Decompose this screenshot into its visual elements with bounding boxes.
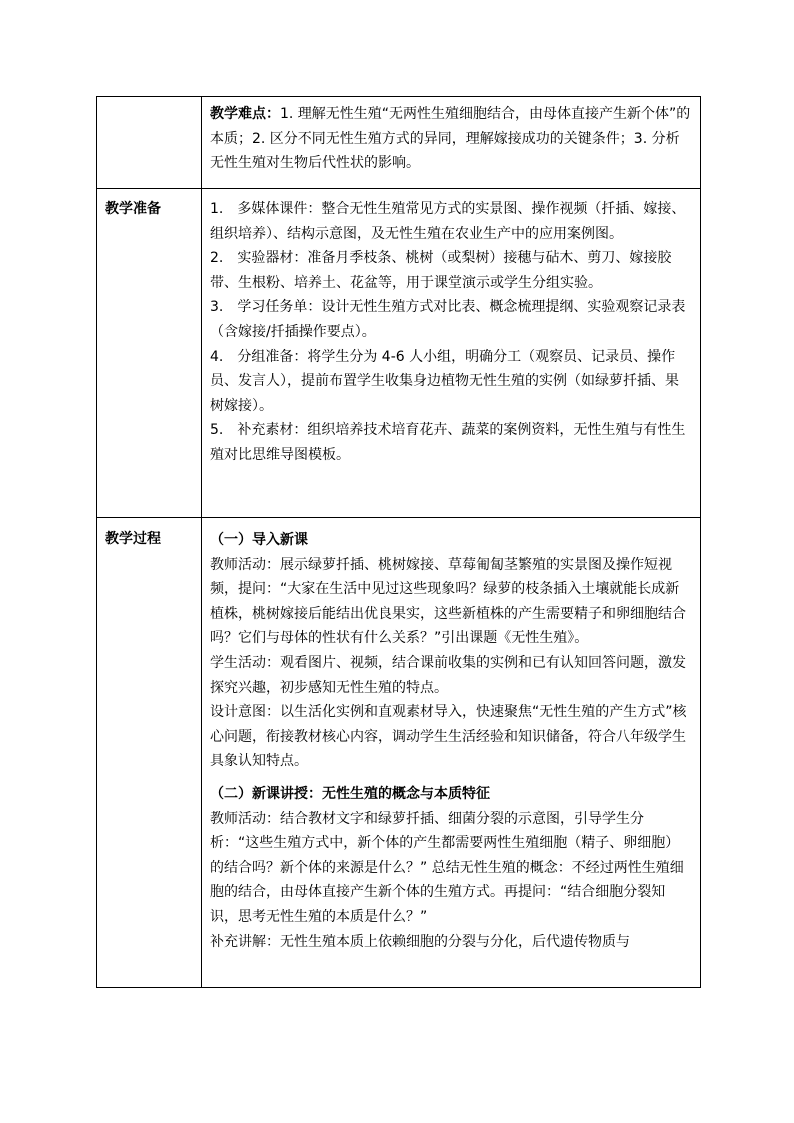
teacher-activity: 教师活动：展示绿萝扦插、桃树嫁接、草莓匍匐茎繁殖的实景图及操作短视频，提问：“大家在生活中见过这些现象吗？绿萝的枝条插入土壤就能长成新植株，桃树嫁接后能结出优良果实，这些新植株的产生需要精子和卵细胞结合吗？它们与母体的性状有什么关系？”引出课题《无性生殖》。 <box>210 556 686 647</box>
section-title: （二）新课讲授：无性生殖的概念与本质特征 <box>210 785 490 802</box>
section-title: （一）导入新课 <box>210 532 308 548</box>
label-cell <box>97 189 202 518</box>
row-label: 教学过程 <box>105 531 161 547</box>
prep-item-3: 3. 学习任务单：设计无性生殖方式对比表、概念梳理提纲、实验观察记录表（含嫁接/扦插操作要点）。 <box>210 299 686 340</box>
content-cell <box>202 518 701 988</box>
row-teaching-preparation <box>97 189 701 518</box>
teacher-activity: 教师活动：结合教材文字和绿萝扦插、细菌分裂的示意图，引导学生分析：“这些生殖方式中，新个体的产生都需要两性生殖细胞（精子、卵细胞）的结合吗？新个体的来源是什么？” 总结无性生殖的概念：不经过两性生殖细胞的结合，由母体直接产生新个体的生殖方式。再提问：“结合细胞分裂知识，思考无性生殖的本质是什么？” <box>210 810 684 925</box>
label-cell <box>97 518 202 988</box>
difficulty-heading: 教学难点： <box>210 106 280 122</box>
label-cell <box>97 97 202 189</box>
row-teaching-process <box>97 518 701 988</box>
student-activity: 学生活动：观看图片、视频，结合课前收集的实例和已有认知回答问题，激发探究兴趣，初步感知无性生殖的特点。 <box>210 654 686 696</box>
row-label <box>97 97 201 106</box>
prep-item-5: 5. 补充素材：组织培养技术培育花卉、蔬菜的案例资料，无性生殖与有性生殖对比思维导图模板。 <box>210 422 686 463</box>
row-teaching-difficulty <box>97 97 701 189</box>
lesson-plan-table <box>96 96 701 988</box>
content-cell <box>202 97 701 189</box>
row-label: 教学准备 <box>105 201 161 217</box>
difficulty-text: 1. 理解无性生殖“无两性生殖细胞结合，由母体直接产生新个体”的本质；2. 区分不同无性生殖方式的异同，理解嫁接成功的关键条件；3. 分析无性生殖对生物后代性状的影响。 <box>210 106 691 172</box>
prep-item-2: 2. 实验器材：准备月季枝条、桃树（或梨树）接穗与砧木、剪刀、嫁接胶带、生根粉、培养土、花盆等，用于课堂演示或学生分组实验。 <box>210 250 672 291</box>
design-intent: 设计意图：以生活化实例和直观素材导入，快速聚焦“无性生殖的产生方式”核心问题，衔接教材核心内容，调动学生生活经验和知识储备，符合八年级学生具象认知特点。 <box>210 704 687 770</box>
prep-item-1: 1. 多媒体课件：整合无性生殖常见方式的实景图、操作视频（扦插、嫁接、组织培养）、结构示意图，及无性生殖在农业生产中的应用案例图。 <box>210 201 686 242</box>
prep-item-4: 4. 分组准备：将学生分为 4-6 人小组，明确分工（观察员、记录员、操作员、发言人），提前布置学生收集身边植物无性生殖的实例（如绿萝扦插、果树嫁接）。 <box>210 348 679 414</box>
content-cell <box>202 189 701 518</box>
difficulty-paragraph <box>210 102 692 176</box>
supplement-explanation: 补充讲解：无性生殖本质上依赖细胞的分裂与分化，后代遗传物质与 <box>210 933 630 950</box>
